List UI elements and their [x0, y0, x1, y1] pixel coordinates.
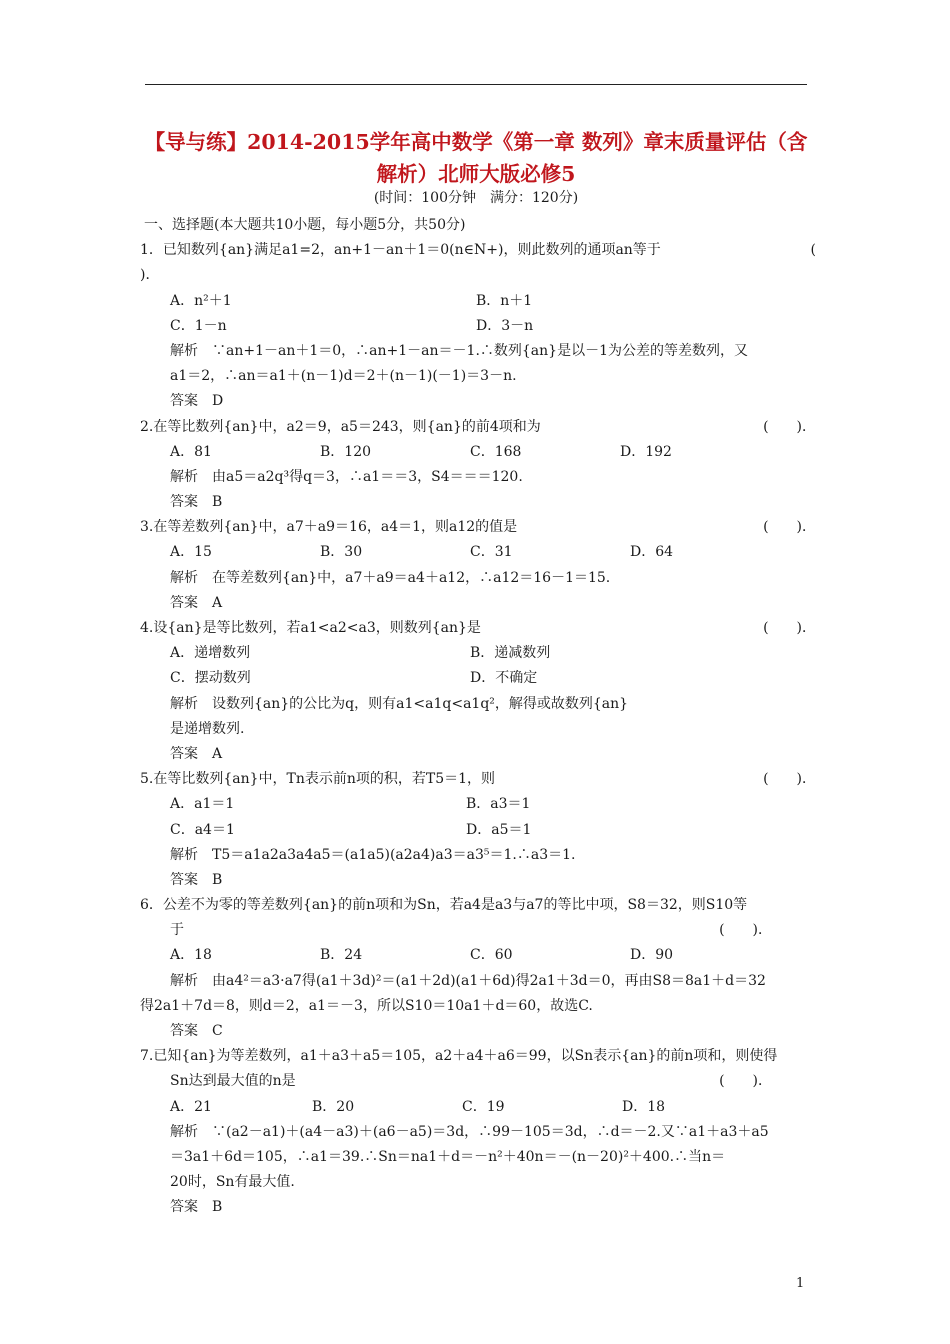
option-d: D．192 [620, 443, 672, 460]
question-6-answer: 答案 C [170, 1023, 223, 1039]
question-4-stem: 4.设{an}是等比数列，若a1<a2<a3，则数列{an}是 ( )． [140, 616, 816, 641]
question-1-solution-cont: a1＝2，∴an＝a1＋(n－1)d＝2＋(n－1)(－1)＝3－n. [170, 368, 517, 385]
option-a: A．15 [170, 544, 212, 561]
answer-paren: ( )． [763, 620, 816, 636]
page-number: 1 [796, 1276, 805, 1291]
option-d: D．90 [630, 947, 674, 964]
question-3-options [140, 540, 816, 565]
option-b: B．120 [320, 443, 372, 460]
header-rule [145, 84, 807, 85]
title-line-1: 【导与练】2014-2015学年高中数学《第一章 数列》章末质量评估（含 [144, 130, 808, 154]
option-c: C．1－n [170, 317, 227, 334]
question-4-answer: 答案 A [170, 745, 223, 762]
question-5-answer: 答案 B [170, 871, 223, 888]
option-c: C．60 [470, 947, 513, 964]
option-d: D．64 [630, 544, 674, 561]
question-1-options-cd [140, 314, 816, 339]
option-c: C．19 [462, 1098, 505, 1115]
option-b: B．n＋1 [476, 292, 533, 309]
option-c: C．摆动数列 [170, 670, 251, 687]
answer-paren: ( )． [763, 418, 816, 435]
question-5-options-cd [140, 818, 816, 843]
question-4-options-cd [140, 666, 816, 691]
question-7-solution-cont-2: 20时，Sn有最大值. [170, 1174, 295, 1191]
option-a: A．81 [170, 443, 212, 460]
question-4-options-ab [140, 641, 816, 666]
question-2-answer: 答案 B [170, 494, 223, 511]
answer-paren: ( )． [719, 922, 772, 939]
option-a: A．n²＋1 [170, 292, 232, 309]
question-6-stem-cont: 于 ( )． [140, 918, 816, 943]
question-6-options [140, 943, 816, 968]
answer-paren: ( [810, 242, 816, 259]
question-4-solution-cont: 是递增数列. [170, 720, 245, 737]
title-line-2: 解析）北师大版必修5 [376, 162, 576, 186]
question-6-stem: 6．公差不为零的等差数列{an}的前n项和为Sn，若a4是a3与a7的等比中项，S8＝32，则S10等 [140, 897, 748, 914]
option-b: B．20 [312, 1098, 355, 1115]
document-title [140, 126, 812, 190]
option-d: D．3－n [476, 317, 534, 334]
option-d: D．a5＝1 [466, 821, 532, 838]
question-1-stem: 1．已知数列{an}满足a1=2，an+1－an＋1＝0(n∈N+)，则此数列的通项an等于 ( [140, 238, 816, 263]
option-b: B．a3＝1 [466, 796, 531, 813]
question-2-options [140, 440, 816, 465]
option-b: B．30 [320, 544, 363, 561]
question-3-solution: 解析 在等差数列{an}中，a7＋a9＝a4＋a12，∴a12＝16－1＝15. [170, 569, 611, 586]
option-d: D．不确定 [470, 670, 538, 687]
question-1-answer: 答案 D [170, 393, 224, 410]
option-c: C．168 [470, 443, 522, 460]
option-a: A．递增数列 [170, 645, 251, 662]
question-3-stem: 3.在等差数列{an}中，a7＋a9＝16，a4＝1，则a12的值是 ( )． [140, 515, 816, 540]
option-b: B．24 [320, 947, 363, 964]
question-7-stem: 7.已知{an}为等差数列，a1＋a3＋a5＝105，a2＋a4＋a6＝99，以Sn表示{an}的前n项和，则使得 [140, 1048, 778, 1065]
question-1-options-ab [140, 289, 816, 314]
question-6-solution-cont: 得2a1＋7d＝8，则d＝2，a1＝－3，所以S10＝10a1＋d＝60，故选C. [140, 997, 593, 1014]
question-5-stem: 5.在等比数列{an}中，Tn表示前n项的积，若T5＝1，则 ( )． [140, 767, 816, 792]
answer-paren: ( )． [719, 1073, 772, 1090]
question-3-answer: 答案 A [170, 594, 223, 611]
answer-paren: ( )． [763, 771, 816, 788]
question-7-options [140, 1095, 816, 1120]
option-a: A．a1＝1 [170, 796, 235, 813]
question-1-solution: 解析 ∵an+1－an＋1＝0，∴an+1－an＝－1.∴数列{an}是以－1为公差的等差数列，又 [170, 342, 748, 359]
question-5-solution: 解析 T5＝a1a2a3a4a5＝(a1a5)(a2a4)a3＝a3⁵＝1.∴a3＝1. [170, 846, 576, 863]
question-1-stem-cont: )． [140, 267, 160, 284]
question-2-solution: 解析 由a5＝a2q³得q＝3，∴a1＝＝3，S4＝＝＝120. [170, 468, 523, 485]
question-6-solution: 解析 由a4²＝a3·a7得(a1＋3d)²＝(a1＋2d)(a1＋6d)得2a1＋3d＝0，再由S8＝8a1＋d＝32 [170, 972, 766, 989]
option-c: C．31 [470, 544, 513, 561]
option-a: A．21 [170, 1098, 212, 1115]
answer-paren: ( )． [763, 519, 816, 536]
option-b: B．递减数列 [470, 645, 551, 662]
exam-info: (时间：100分钟 满分：120分) [373, 190, 579, 206]
question-5-options-ab [140, 792, 816, 817]
question-7-answer: 答案 B [170, 1199, 223, 1216]
question-2-stem: 2.在等比数列{an}中，a2＝9，a5＝243，则{an}的前4项和为 ( )． [140, 415, 816, 440]
question-4-solution: 解析 设数列{an}的公比为q，则有a1<a1q<a1q²，解得或故数列{an} [170, 695, 629, 712]
option-a: A．18 [170, 947, 212, 964]
question-7-stem-cont: Sn达到最大值的n是 ( )． [140, 1069, 816, 1094]
question-7-solution-cont: ＝3a1＋6d＝105，∴a1＝39.∴Sn＝na1＋d＝－n²＋40n＝－(n－20)²＋400.∴当n＝ [170, 1148, 726, 1165]
question-7-solution: 解析 ∵(a2－a1)＋(a4－a3)＋(a6－a5)＝3d，∴99－105＝3d，∴d＝－2.又∵a1＋a3＋a5 [170, 1123, 769, 1140]
option-d: D．18 [622, 1098, 666, 1115]
section-heading: 一、选择题(本大题共10小题，每小题5分，共50分) [144, 217, 466, 233]
question-list [140, 213, 816, 1221]
option-c: C．a4＝1 [170, 821, 235, 838]
